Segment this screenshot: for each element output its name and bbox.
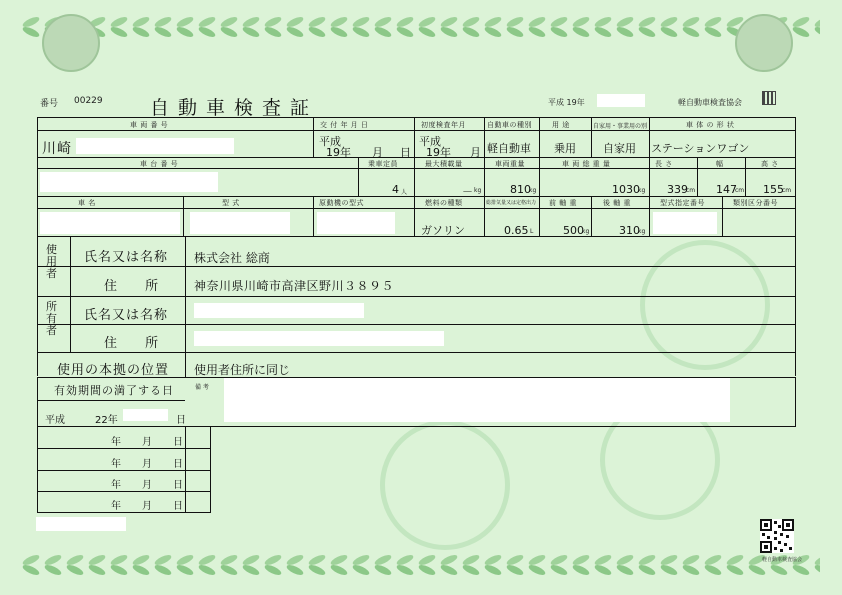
capacity-label: 乗車定員	[368, 160, 398, 168]
first-registration-label: 初度検査年月	[421, 121, 466, 129]
first-registration-era: 平成	[419, 135, 441, 148]
issue-year: 19年	[326, 146, 351, 159]
owner-name-label: 氏名又は名称	[84, 308, 169, 323]
watermark-ring	[380, 420, 510, 550]
redaction	[190, 212, 290, 234]
renewal-day-label: 日	[173, 480, 183, 491]
issuer-name: 軽自動車検査協会	[678, 98, 742, 107]
validity-label: 有効期間の満了する日	[54, 384, 174, 397]
fuel-type-label: 燃料の種類	[425, 199, 463, 207]
fuel-type-value: ガソリン	[421, 224, 465, 237]
type-number-label: 型式指定番号	[660, 199, 705, 207]
renewal-day-label: 日	[173, 501, 183, 512]
redaction	[224, 378, 730, 422]
body-shape-label: 車 体 の 形 状	[686, 121, 735, 129]
first-registration-month: 月	[470, 146, 481, 159]
length-unit: cm	[686, 187, 696, 194]
max-load-unit: kg	[474, 187, 482, 194]
width-label: 幅	[716, 160, 724, 168]
length-value: 339	[667, 183, 688, 196]
width-unit: cm	[735, 187, 745, 194]
vehicle-weight-value: 810	[510, 183, 531, 196]
redaction	[194, 303, 364, 318]
rear-axle-value: 310	[619, 224, 640, 237]
front-axle-value: 500	[563, 224, 584, 237]
remarks-label: 備 考	[195, 384, 209, 391]
renewal-day-label: 日	[173, 437, 183, 448]
front-axle-unit: kg	[582, 228, 590, 235]
validity-year: 22年	[95, 415, 118, 426]
use-value: 乗用	[554, 142, 576, 155]
vehicle-weight-unit: kg	[529, 187, 537, 194]
vehicle-weight-label: 車両重量	[495, 160, 525, 168]
redaction	[653, 212, 717, 234]
width-value: 147	[716, 183, 737, 196]
renewal-month-label: 月	[142, 459, 152, 470]
user-section-label: 使用者	[46, 243, 57, 280]
business-type-label: 自家用・事業用の別	[593, 123, 648, 130]
redaction	[40, 212, 180, 234]
redaction	[194, 331, 444, 346]
user-name-label: 氏名又は名称	[84, 250, 169, 265]
body-shape-value: ステーションワゴン	[651, 142, 750, 155]
validity-day: 日	[176, 415, 186, 426]
renewal-year-label: 年	[111, 459, 121, 470]
renewal-month-label: 月	[142, 437, 152, 448]
max-load-value: －	[462, 185, 473, 198]
class-number-label: 類別区分番号	[733, 199, 778, 207]
issue-date: 平成 19年	[548, 98, 585, 107]
number-label: 番号	[40, 99, 59, 109]
top-laurel-border	[20, 8, 820, 44]
bottom-laurel-border	[20, 548, 820, 584]
engine-type-label: 原動機の型式	[319, 199, 364, 207]
capacity-unit: 人	[401, 189, 408, 196]
renewal-year-label: 年	[111, 437, 121, 448]
redaction	[123, 409, 168, 421]
height-label: 高 さ	[761, 160, 779, 168]
seal-emblem-left	[42, 14, 100, 72]
front-axle-label: 前 軸 重	[549, 199, 577, 207]
chassis-number-label: 車 台 番 号	[140, 160, 179, 168]
vehicle-kind-value: 軽自動車	[487, 142, 531, 155]
redaction	[76, 138, 234, 154]
issuer-stamp	[762, 91, 776, 105]
redaction	[597, 94, 645, 107]
validity-era: 平成	[45, 415, 65, 426]
base-location-value: 使用者住所に同じ	[194, 363, 291, 377]
displacement-label: 総排気量又は定格出力	[486, 200, 537, 206]
base-location-label: 使用の本拠の位置	[57, 363, 170, 378]
gross-weight-unit: kg	[638, 187, 646, 194]
business-type-value: 自家用	[603, 142, 636, 155]
seal-emblem-right	[735, 14, 793, 72]
renewal-year-label: 年	[111, 480, 121, 491]
renewal-day-label: 日	[173, 459, 183, 470]
redaction	[317, 212, 395, 234]
plate-number-value: 川崎	[42, 141, 72, 157]
rear-axle-unit: kg	[638, 228, 646, 235]
issue-date-label: 交 付 年 月 日	[320, 121, 369, 129]
height-unit: cm	[782, 187, 792, 194]
height-value: 155	[763, 183, 784, 196]
issue-day: 日	[400, 146, 411, 159]
owner-address-label: 住 所	[104, 336, 171, 351]
issue-month: 月	[372, 146, 383, 159]
rear-axle-label: 後 軸 重	[603, 199, 631, 207]
page-title: 自動車検査証	[150, 97, 319, 119]
user-address-label: 住 所	[104, 279, 171, 294]
plate-number-label: 車 両 番 号	[130, 121, 169, 129]
capacity-value: 4	[392, 183, 399, 196]
renewal-month-label: 月	[142, 480, 152, 491]
user-name-value: 株式会社 総商	[194, 251, 270, 265]
gross-weight-value: 1030	[612, 183, 640, 196]
car-name-label: 車 名	[78, 199, 96, 207]
use-label: 用 途	[552, 121, 570, 129]
displacement-unit: L	[530, 228, 534, 235]
certificate-number: 00229	[74, 96, 103, 106]
model-label: 型 式	[222, 199, 240, 207]
qr-caption: 軽自動車検査協会	[762, 557, 803, 563]
redaction	[40, 172, 218, 192]
qr-code-icon	[760, 519, 794, 553]
redaction	[36, 517, 126, 531]
owner-section-label: 所有者	[46, 300, 57, 337]
renewal-year-label: 年	[111, 501, 121, 512]
gross-weight-label: 車 両 総 重 量	[562, 160, 611, 168]
user-address-value: 神奈川県川崎市高津区野川３８９５	[194, 279, 395, 293]
displacement-value: 0.65	[504, 224, 529, 237]
vehicle-kind-label: 自動車の種別	[487, 121, 532, 129]
max-load-label: 最大積載量	[425, 160, 463, 168]
first-registration-year: 19年	[426, 146, 451, 159]
issue-era: 平成	[319, 135, 341, 148]
length-label: 長 さ	[655, 160, 673, 168]
renewal-month-label: 月	[142, 501, 152, 512]
